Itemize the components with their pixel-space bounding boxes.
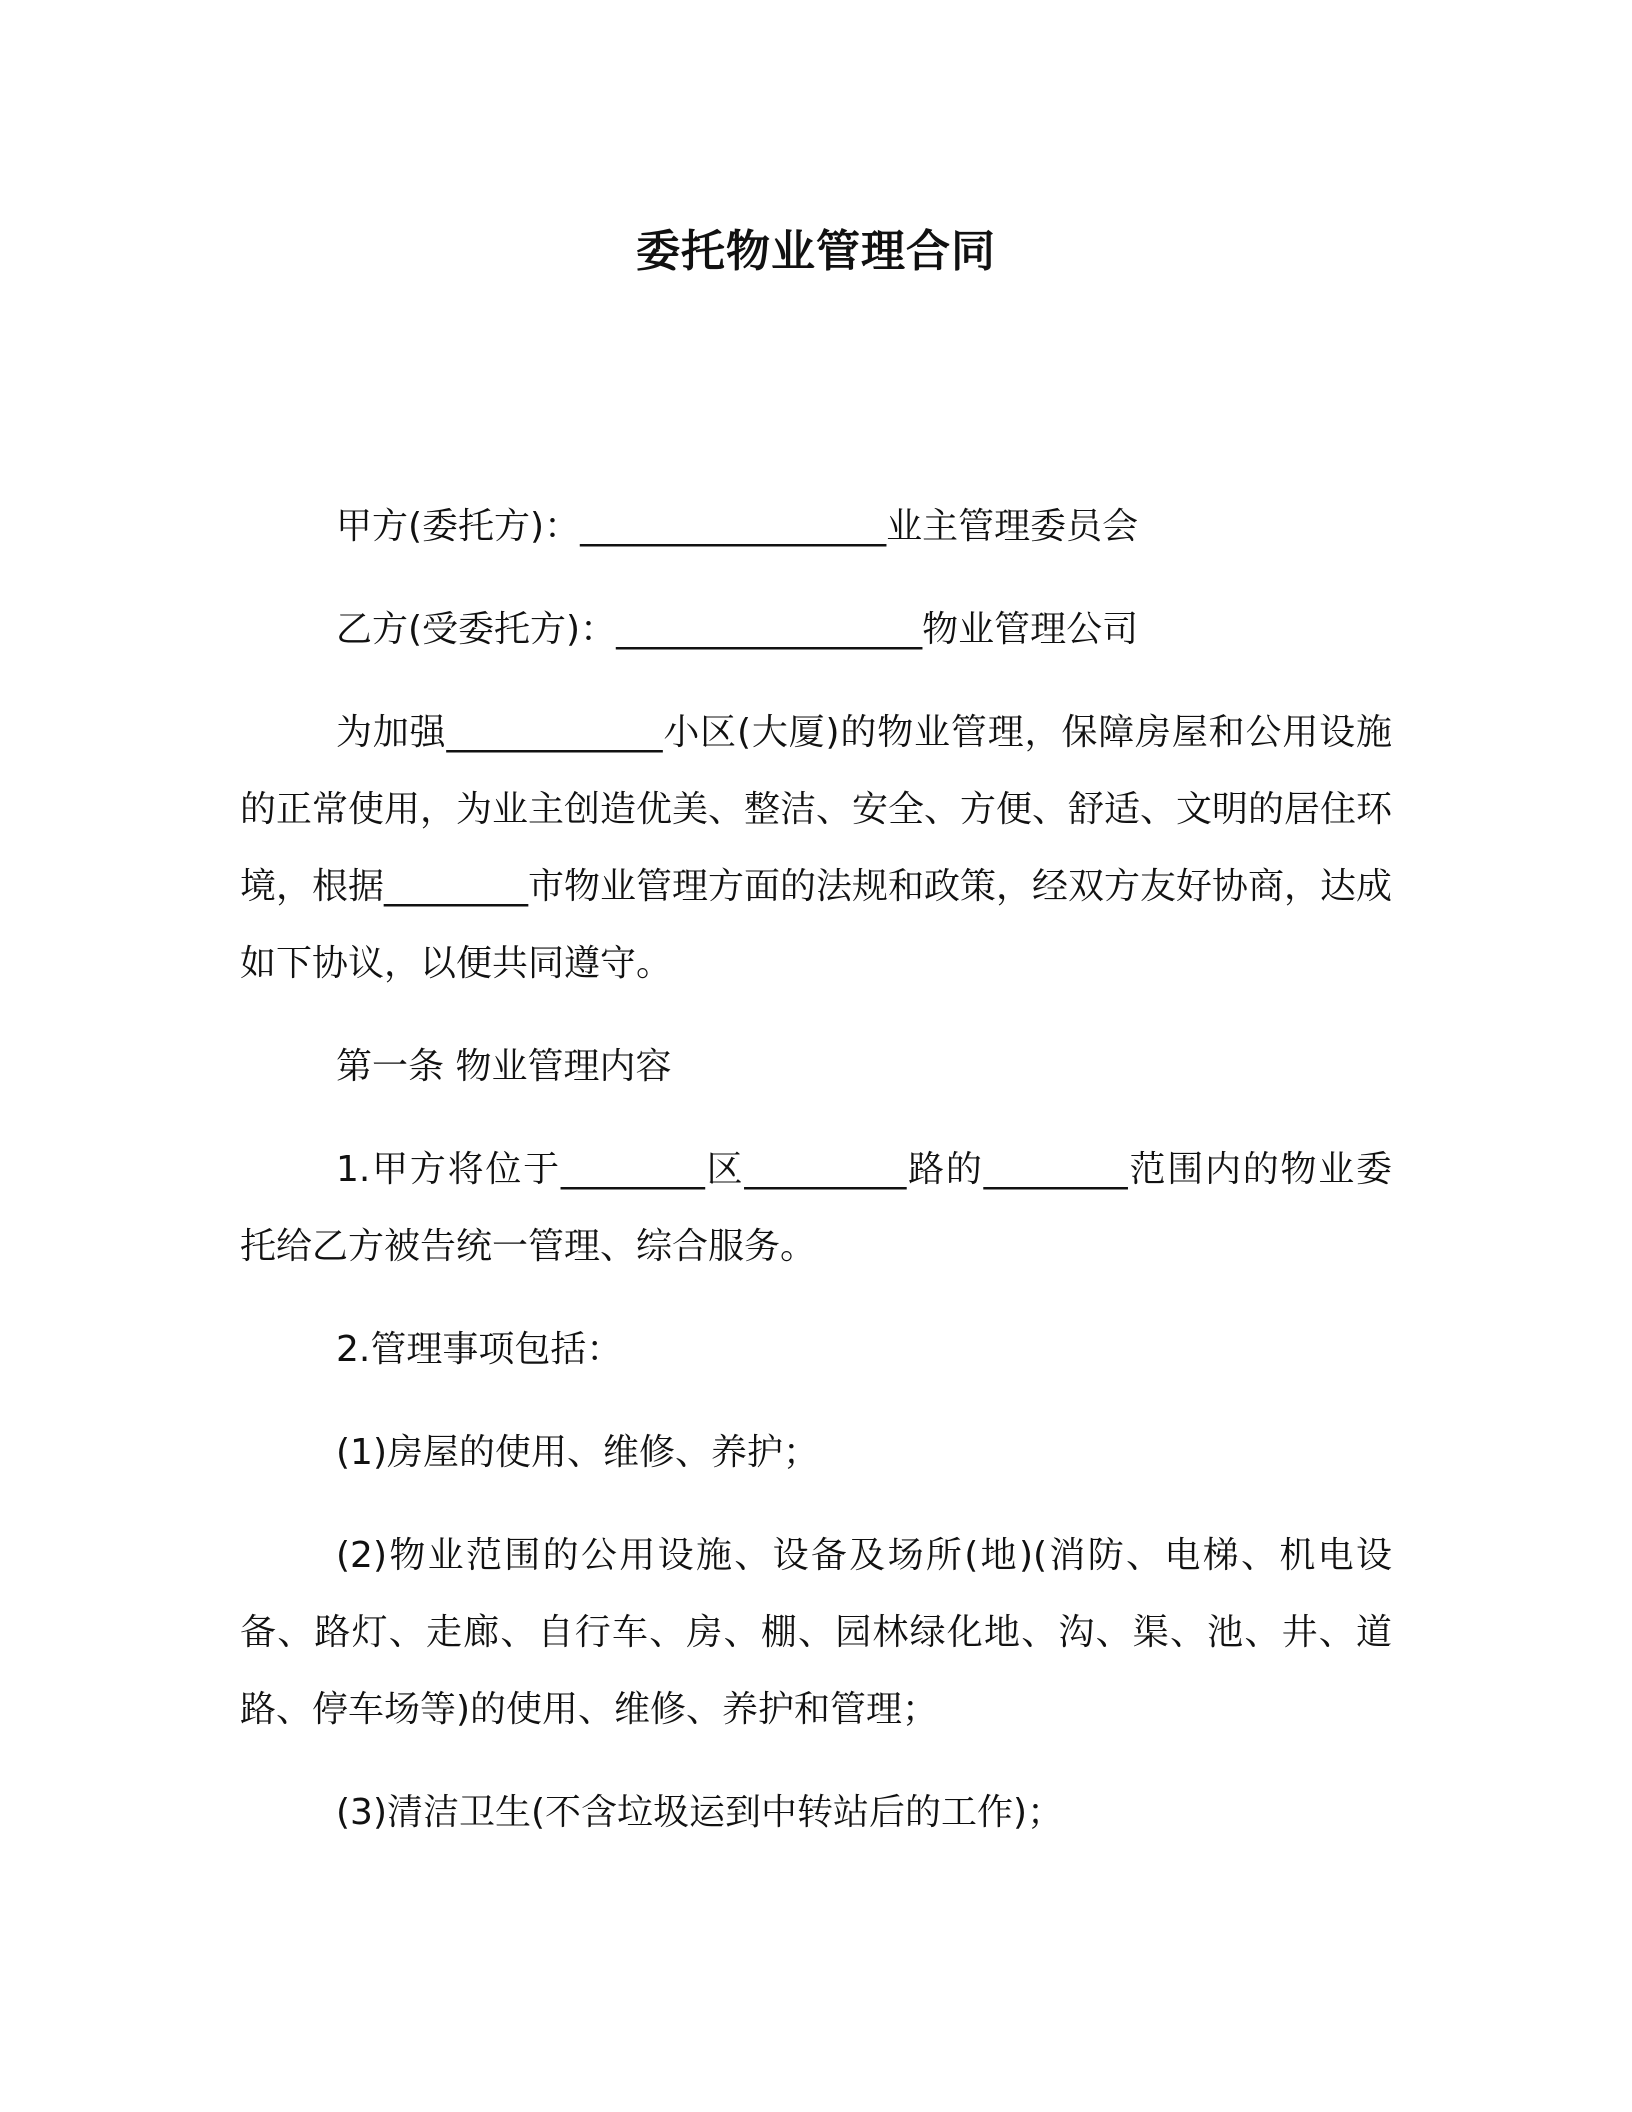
item-3: (3)清洁卫生(不含垃圾运到中转站后的工作)； — [336, 1792, 1064, 1833]
document-title: 委托物业管理合同 — [636, 226, 996, 277]
item-1: (1)房屋的使用、维修、养护； — [336, 1432, 819, 1473]
clause-2: 2.管理事项包括： — [336, 1329, 623, 1370]
preamble-paragraph: 为加强____________小区(大厦)的物业管理，保障房屋和公用设施的正常使用，为业主创造优美、整洁、安全、方便、舒适、文明的居住环境，根据________市物业管理方面的法规和政策，经双方友好协商，达成如下协议，以便共同遵守。 — [240, 712, 1393, 984]
document-body — [240, 488, 1392, 1877]
article-1-heading: 第一条 物业管理内容 — [336, 1046, 672, 1087]
party-a-line: 甲方(委托方)：_________________业主管理委员会 — [336, 506, 1139, 547]
clause-1: 1.甲方将位于________区_________路的________范围内的物业委托给乙方被告统一管理、综合服务。 — [240, 1149, 1392, 1267]
party-b-line: 乙方(受委托方)：_________________物业管理公司 — [336, 609, 1139, 650]
item-2: (2)物业范围的公用设施、设备及场所(地)(消防、电梯、机电设备、路灯、走廊、自行车、房、棚、园林绿化地、沟、渠、池、井、道路、停车场等)的使用、维修、养护和管理； — [240, 1535, 1392, 1730]
